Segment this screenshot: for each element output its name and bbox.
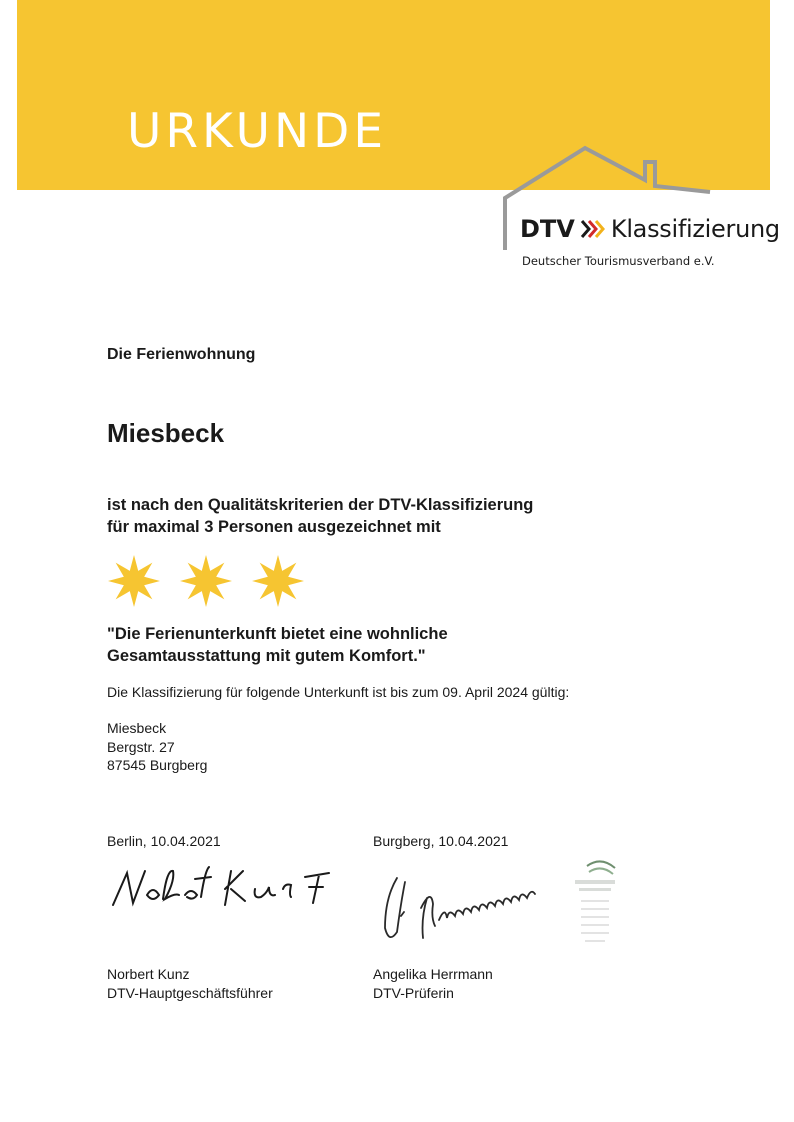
right-place-date: Burgberg, 10.04.2021 xyxy=(373,833,509,849)
criteria-text xyxy=(107,494,533,538)
signature-kunz xyxy=(105,855,335,915)
property-address xyxy=(107,719,207,775)
quote-line-2: Gesamtausstattung mit gutem Komfort." xyxy=(107,647,426,665)
criteria-line-2: für maximal 3 Personen ausgezeichnet mit xyxy=(107,518,441,536)
signature-herrmann xyxy=(375,868,560,948)
dtv-logo xyxy=(520,215,780,243)
property-name: Miesbeck xyxy=(107,418,225,448)
right-signer-role: DTV-Prüferin xyxy=(373,985,454,1001)
left-signer-role: DTV-Hauptgeschäftsführer xyxy=(107,985,273,1001)
left-signer xyxy=(107,965,273,1003)
right-signer xyxy=(373,965,493,1003)
address-name: Miesbeck xyxy=(107,720,167,736)
logo-klassifizierung-text: Klassifizierung xyxy=(610,215,780,243)
accommodation-type: Die Ferienwohnung xyxy=(107,346,256,363)
validity-statement: Die Klassifizierung für folgende Unterkunft ist bis zum 09. April 2024 gültig: xyxy=(107,684,570,700)
left-signer-name: Norbert Kunz xyxy=(107,966,190,982)
chevron-logo-icon xyxy=(579,217,605,241)
right-signer-name: Angelika Herrmann xyxy=(373,966,493,982)
logo-dtv-text: DTV xyxy=(520,215,575,243)
star-icon xyxy=(178,553,234,609)
logo-subtitle: Deutscher Tourismusverband e.V. xyxy=(522,254,715,268)
address-street: Bergstr. 27 xyxy=(107,738,175,755)
regional-seal-logo xyxy=(567,854,622,949)
quote-line-1: "Die Ferienunterkunft bietet eine wohnliche xyxy=(107,625,448,643)
star-icon xyxy=(106,553,162,609)
left-place-date: Berlin, 10.04.2021 xyxy=(107,833,221,849)
certificate-title: URKUNDE xyxy=(127,104,388,159)
quality-quote xyxy=(107,623,448,667)
address-city: 87545 Burgberg xyxy=(107,757,208,773)
star-icon xyxy=(250,553,306,609)
criteria-line-1: ist nach den Qualitätskriterien der DTV-Klassifizierung xyxy=(107,496,534,514)
star-rating xyxy=(106,553,306,609)
